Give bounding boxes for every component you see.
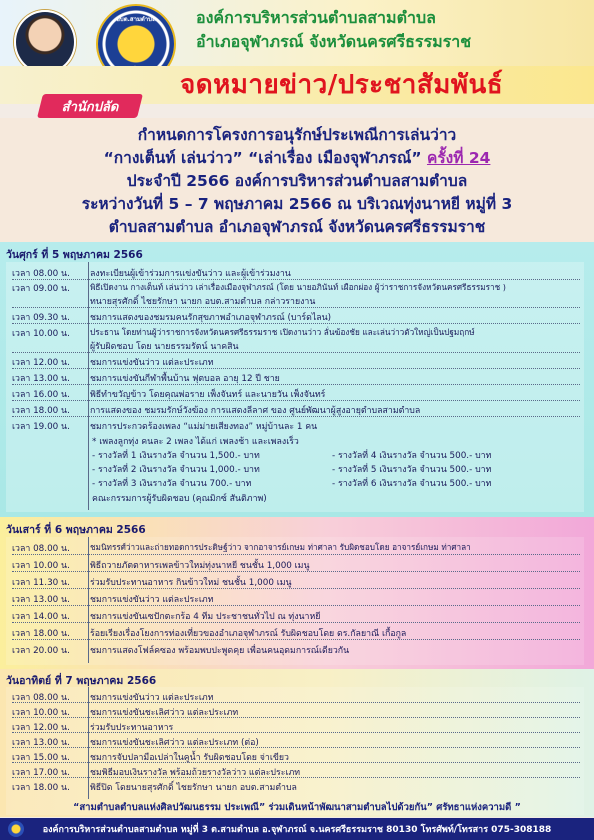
seal-top-text: อบต.สามตำบล xyxy=(116,16,156,23)
row-divider xyxy=(12,384,580,385)
title-line-3: ประจำปี 2566 องค์การบริหารส่วนตำบลสามตำบล xyxy=(126,172,468,190)
edition-highlight: ครั้งที่ 24 xyxy=(426,149,491,167)
row-divider xyxy=(12,605,580,606)
row-divider xyxy=(12,416,580,417)
day1-section xyxy=(0,242,594,517)
day3-column-divider xyxy=(88,687,89,799)
title-line-1: กำหนดการโครงการอนุรักษ์ประเพณีการเล่นว่าว xyxy=(137,126,457,144)
event-title-block xyxy=(0,118,594,242)
prize-item: - รางวัลที่ 5 เงินรางวัล จำนวน 500.- บาท xyxy=(332,465,492,475)
prize-item: - รางวัลที่ 3 เงินรางวัล จำนวน 700.- บาท xyxy=(92,479,252,489)
day3-schedule: เวลา 08.00 น. ชมการแข่งขันว่าว แต่ละประเภท เวลา 10.00 น. ชมการแข่งขันชะเลิศว่าว แต่ละประเภท เวลา 12.00 น. ร่วมรับประทานอาหาร เวลา 13.00 น. ชมการแข่งขันชะเลิศว่าว แต่ละประเภท (ต่อ) เวลา 15.00 น. ชมการจับปลามือเปล่าในคูน้ำ รับผิดชอบโดย จ่าเขียว เวลา 17.00 น. ชมพิธีมอบเงินรางวัล พร้อมถ้วยรางวัลว่าว แต่ละประเภท เวลา 18.00 น. พิธีปิด โดยนายสุรศักดิ์ ไชยรักษา นายก อบต.สามตำบล xyxy=(6,687,584,815)
row-divider xyxy=(12,639,580,640)
prize-item: - รางวัลที่ 1 เงินรางวัล จำนวน 1,500.- บาท xyxy=(92,451,260,461)
prize-note: * เพลงลูกทุ่ง คนละ 2 เพลง ได้แก่ เพลงช้า และเพลงเร็ว xyxy=(92,437,299,447)
prize-item: - รางวัลที่ 6 เงินรางวัล จำนวน 500.- บาท xyxy=(332,479,492,489)
row-divider xyxy=(12,400,580,401)
title-line-2 xyxy=(0,145,594,170)
row-divider xyxy=(12,279,580,280)
day1-column-divider xyxy=(88,262,89,510)
row-divider xyxy=(12,307,580,308)
org-name: องค์การบริหารส่วนตำบลสามตำบล xyxy=(196,8,436,27)
row-divider xyxy=(12,571,580,572)
title-line-4: ระหว่างวันที่ 5 – 7 พฤษภาคม 2566 ณ บริเวณทุ่งนาหยี หมู่ที่ 3 xyxy=(81,195,513,213)
day1-heading: วันศุกร์ ที่ 5 พฤษภาคม 2566 xyxy=(6,249,143,261)
row-divider xyxy=(12,717,580,718)
section-tag-label: สำนักปลัด xyxy=(61,100,119,115)
prize-committee: คณะกรรมการผู้รับผิดชอบ (คุณมิกซ์ สันติภาพ) xyxy=(92,494,267,504)
footer-contact: องค์การบริหารส่วนตำบลสามตำบล หมู่ที่ 3 ต.สามตำบล อ.จุฬาภรณ์ จ.นครศรีธรรมราช 80130 โทรศัพท์/โทรสาร 075-308188 xyxy=(42,825,552,835)
row-divider xyxy=(12,747,580,748)
headline-title: จดหมายข่าว/ประชาสัมพันธ์ xyxy=(180,70,504,100)
row-divider xyxy=(12,622,580,623)
row-divider xyxy=(12,554,580,555)
title-line-2-main: “กางเต็นท์ เล่นว่าว” “เล่าเรื่อง เมืองจุฬาภรณ์” xyxy=(103,149,422,167)
day3-section xyxy=(0,669,594,817)
row-divider xyxy=(12,702,580,703)
prize-item: - รางวัลที่ 2 เงินรางวัล จำนวน 1,000.- บาท xyxy=(92,465,260,475)
org-location: อำเภอจุฬาภรณ์ จังหวัดนครศรีธรรมราช xyxy=(196,32,472,51)
day2-schedule: เวลา 08.00 น. ชมนิทรรศ์ว่าวและถ่ายทอดการประดิษฐ์ว่าว จากอาจารย์เกษม ท่าศาลา รับผิดชอบโดย อาจารย์เกษม ท่าศาลา เวลา 10.00 น. พิธีถวายภัตตาหารเพลข้าวใหม่ทุ่งนาหยี ชนชั้น 1,000 เมนู เวลา 11.30 น. ร่วมรับประทานอาหาร กินข้าวใหม่ ชนชั้น 1,000 เมนู เวลา 13.00 น. ชมการแข่งขันว่าว แต่ละประเภท เวลา 14.00 น. ชมการแข่งขันเซปักตะกร้อ 4 ทีม ประชาชนทั่วไป ณ ทุ่งนาหยี เวลา 18.00 น. ร้อยเรียงเรื่องโยงการท่องเที่ยวของอำเภอจุฬาภรณ์ รับผิดชอบโดย ดร.กัลยาณี เกื้อกูล เวลา 20.00 น. ชมการแสดงโฟล์คซอง พร้อมพบปะพูดคุย เพื่อนคนอุดมการณ์เดียวกัน xyxy=(6,537,584,665)
day1-schedule: เวลา 08.00 น. ลงทะเบียนผู้เข้าร่วมการแข่งขันว่าว และผู้เข้าร่วมงาน เวลา 09.00 น. พิธีเปิดงาน กางเต็นท์ เล่นว่าว เล่าเรื่องเมืองจุฬาภรณ์ (โดย นายอภินันท์ เผือกผ่อง ผู้ว่าราชการจังหวัดนครศรีธรรมราช ) ทนายสุรศักดิ์ ไชยรักษา นายก อบต.สามตำบล กล่าวรายงาน เวลา 09.30 น. ชมการแสดงของชมรมคนรักสุขภาพอำเภอจุฬาภรณ์ (บาร์ดไลน) เวลา 10.00 น. ประธาน โดยท่านผู้ว่าราชการจังหวัดนครศรีธรรมราช เปิดงานว่าว ลั่นฆ้องชัย และเล่นว่าวตัวใหญ่เป็นปฐมฤกษ์ ผู้รับผิดชอบ โดย นายธรรมรัตน์ นาคสิน เวลา 12.00 น. ชมการแข่งขันว่าว แต่ละประเภท เวลา 13.00 น. ชมการแข่งขันกีฬาพื้นบ้าน ฟุตบอล อายุ 12 ปี ชาย เวลา 16.00 น. พิธีทำขวัญข้าว โดยคุณพ่อราย เพ็งจันทร์ และนายวัน เพ็งจันทร์ เวลา 18.00 น. การแสดงของ ชมรมรักษ์วังฆ้อง การแสดงลีลาศ ของ ศูนย์พัฒนาผู้สูงอายุตำบลสามตำบล เวลา 19.00 น. ชมการประกวดร้องเพลง “แม่ม่ายเสียงทอง” หมู่บ้านละ 1 คน * เพลงลูกทุ่ง คนละ 2 เพลง ได้แก่ เพลงช้า และเพลงเร็ว - รางวัลที่ 1 เงินรางวัล จำนวน 1,500.- บาท - รางวัลที่ 2 เงินรางวัล จำนวน 1,000.- บาท - รางวัลที่ 3 เงินรางวัล จำนวน 700.- บาท - รางวัลที่ 4 เงินรางวัล จำนวน 500.- บาท - รางวัลที่ 5 เงินรางวัล จำนวน 500.- บาท - รางวัลที่ 6 เงินรางวัล จำนวน 500.- บาท คณะกรรมการผู้รับผิดชอบ (คุณมิกซ์ สันติภาพ) xyxy=(6,262,584,512)
title-line-5: ตำบลสามตำบล อำเภอจุฬาภรณ์ จังหวัดนครศรีธรรมราช xyxy=(108,218,486,236)
slogan-text: “สามตำบลตำบลแห่งศิลปวัฒนธรรม ประเพณี” ร่วมเดินหน้าพัฒนาสามตำบลไปด้วยกัน” ศรัทธาแห่งความดี ” xyxy=(73,802,521,813)
row-divider xyxy=(12,732,580,733)
prize-item: - รางวัลที่ 4 เงินรางวัล จำนวน 500.- บาท xyxy=(332,451,492,461)
row-divider xyxy=(12,777,580,778)
day3-heading: วันอาทิตย์ ที่ 7 พฤษภาคม 2566 xyxy=(6,675,157,687)
row-divider xyxy=(12,762,580,763)
day2-column-divider xyxy=(88,537,89,663)
day2-heading: วันเสาร์ ที่ 6 พฤษภาคม 2566 xyxy=(6,524,146,536)
row-divider xyxy=(12,323,580,324)
day2-section xyxy=(0,517,594,669)
official-portrait-photo xyxy=(14,10,76,74)
row-divider xyxy=(12,352,580,353)
row-divider xyxy=(12,368,580,369)
row-divider xyxy=(12,588,580,589)
